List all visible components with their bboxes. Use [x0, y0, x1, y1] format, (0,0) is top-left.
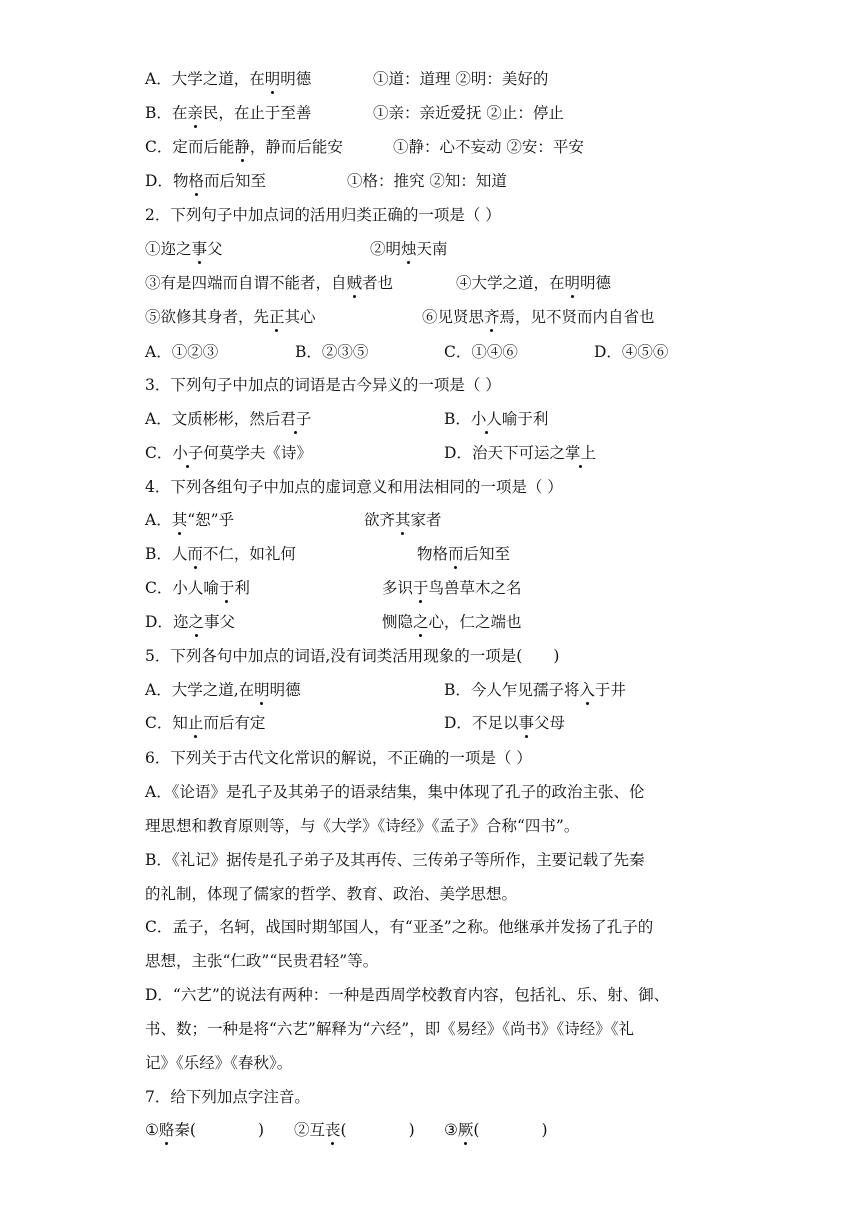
dotted-char: 赂	[158, 1121, 175, 1139]
q6-option-d-line3: 记》《乐经》《春秋》。	[145, 1054, 293, 1072]
q2-option-d[interactable]: D．④⑤⑥	[594, 343, 669, 361]
q6-option-a-line1[interactable]: A．《论语》是孔子及其弟子的语录结集，集中体现了孔子的政治主张、伦	[145, 783, 645, 801]
q2-sentence-4: ④大学之道，在明明德	[456, 274, 612, 292]
q7-item-3[interactable]: ③厥( )	[444, 1121, 548, 1139]
q1-option-c: C．定而后能静，静而后能安	[145, 138, 343, 156]
q2-sentence-2: ②明烛天南	[370, 240, 448, 258]
q1-option-d: D．物格而后知至	[145, 172, 266, 190]
q5-option-c[interactable]: C．知止而后有定	[145, 714, 266, 732]
q6-stem: 6．下列关于古代文化常识的解说，不正确的一项是（ ）	[145, 749, 532, 767]
dotted-chars: 掌上	[564, 444, 596, 462]
q6-option-c-line1[interactable]: C．孟子，名轲，战国时期邹国人，有“亚圣”之称。他继承并发扬了孔子的	[145, 918, 654, 936]
dotted-char: 事	[518, 714, 534, 732]
q1-option-c-note: ①静：心不妄动 ②安：平安	[393, 138, 584, 156]
q6-option-c-line2: 思想，主张“仁政”“民贵君轻”等。	[145, 952, 379, 970]
dotted-char: 其	[395, 511, 411, 529]
q1-option-a: A．大学之道，在明明德	[145, 70, 312, 88]
q1-option-b-note: ①亲：亲近爱抚 ②止：停止	[373, 104, 564, 122]
dotted-char: 贼	[346, 274, 363, 292]
dotted-char: 于	[413, 579, 429, 597]
dotted-chars: 小人	[470, 410, 502, 428]
dotted-char: 明	[264, 70, 281, 88]
q7-item-2[interactable]: ②互丧( )	[294, 1121, 415, 1139]
q2-option-c[interactable]: C．①④⑥	[444, 343, 518, 361]
q4-stem: 4．下列各组句子中加点的虚词意义和用法相同的一项是（ ）	[145, 478, 563, 496]
dotted-char: 厥	[457, 1121, 474, 1139]
q3-option-d[interactable]: D．治天下可运之掌上	[444, 444, 596, 462]
q1-option-d-note: ①格：推究 ②知：知道	[347, 172, 507, 190]
q3-stem: 3．下列句子中加点的词语是古今异义的一项是（ ）	[145, 376, 501, 394]
q4-option-b-left[interactable]: B．人而不仁，如礼何	[145, 545, 296, 563]
dotted-chars: 小子	[172, 444, 204, 462]
dotted-char: 之	[413, 613, 429, 631]
q5-option-a[interactable]: A．大学之道,在明明德	[145, 681, 301, 699]
dotted-char: 而	[448, 545, 464, 563]
dotted-char: 格	[188, 172, 204, 190]
q1-option-b: B．在亲民，在止于至善	[145, 104, 312, 122]
dotted-char: 丧	[325, 1121, 341, 1139]
dotted-char: 明	[254, 681, 270, 699]
q7-stem: 7．给下列加点字注音。	[145, 1088, 310, 1106]
dotted-char: 亲	[187, 104, 203, 122]
q4-option-d-right: 恻隐之心，仁之端也	[382, 613, 522, 631]
q6-option-d-line1[interactable]: D．“六艺”的说法有两种：一种是西周学校教育内容，包括礼、乐、射、御、	[145, 986, 670, 1004]
q5-stem: 5．下列各句中加点的词语,没有词类活用现象的一项是( )	[145, 647, 560, 665]
q4-option-c-right: 多识于鸟兽草木之名	[382, 579, 522, 597]
dotted-chars: 君子	[280, 410, 312, 428]
q2-option-a[interactable]: A．①②③	[145, 343, 219, 361]
dotted-char: 而	[187, 545, 203, 563]
q4-option-a-left[interactable]: A．其“恕”乎	[145, 511, 235, 529]
q3-option-a[interactable]: A．文质彬彬，然后君子	[145, 410, 312, 428]
q4-option-b-right: 物格而后知至	[417, 545, 511, 563]
q6-option-d-line2: 书、数；一种是将“六艺”解释为“六经”，即《易经》《尚书》《诗经》《礼	[145, 1020, 634, 1038]
dotted-char: 烛	[401, 240, 417, 258]
q7-item-1[interactable]: ①赂秦( )	[145, 1121, 265, 1139]
dotted-char: 止	[187, 714, 204, 732]
q6-option-b-line2: 的礼制，体现了儒家的哲学、教育、政治、美学思想。	[145, 885, 518, 903]
q6-option-a-line2: 理思想和教育原则等，与《大学》《诗经》《孟子》合称“四书”。	[145, 817, 580, 835]
q4-option-a-right: 欲齐其家者	[364, 511, 442, 529]
q2-sentence-6: ⑥见贤思齐焉，见不贤而内自省也	[422, 308, 655, 326]
q2-sentence-1: ①迩之事父	[145, 240, 223, 258]
q3-option-b[interactable]: B．小人喻于利	[444, 410, 549, 428]
dotted-char: 之	[188, 613, 204, 631]
q2-sentence-3: ③有是四端而自谓不能者，自贼者也	[145, 274, 394, 292]
dotted-char: 其	[171, 511, 188, 529]
q2-sentence-5: ⑤欲修其身者，先正其心	[145, 308, 316, 326]
q5-option-d[interactable]: D．不足以事父母	[444, 714, 565, 732]
q2-stem: 2．下列句子中加点词的活用归类正确的一项是（ ）	[145, 206, 501, 224]
dotted-char: 明	[564, 274, 581, 292]
q3-option-c[interactable]: C．小子何莫学夫《诗》	[145, 444, 312, 462]
q6-option-b-line1[interactable]: B．《礼记》据传是孔子弟子及其再传、三传弟子等所作，主要记载了先秦	[145, 851, 645, 869]
dotted-char: 于	[218, 579, 235, 597]
dotted-char: 事	[191, 240, 208, 258]
dotted-char: 静	[234, 138, 250, 156]
q4-option-d-left[interactable]: D．迩之事父	[145, 613, 235, 631]
dotted-char: 入	[579, 681, 595, 699]
q5-option-b[interactable]: B．今人乍见孺子将入于井	[444, 681, 626, 699]
dotted-char: 齐	[484, 308, 500, 326]
q1-option-a-note: ①道：道理 ②明：美好的	[373, 70, 549, 88]
q4-option-c-left[interactable]: C．小人喻于利	[145, 579, 250, 597]
q2-option-b[interactable]: B．②③⑤	[295, 343, 369, 361]
dotted-char: 正	[269, 308, 285, 326]
